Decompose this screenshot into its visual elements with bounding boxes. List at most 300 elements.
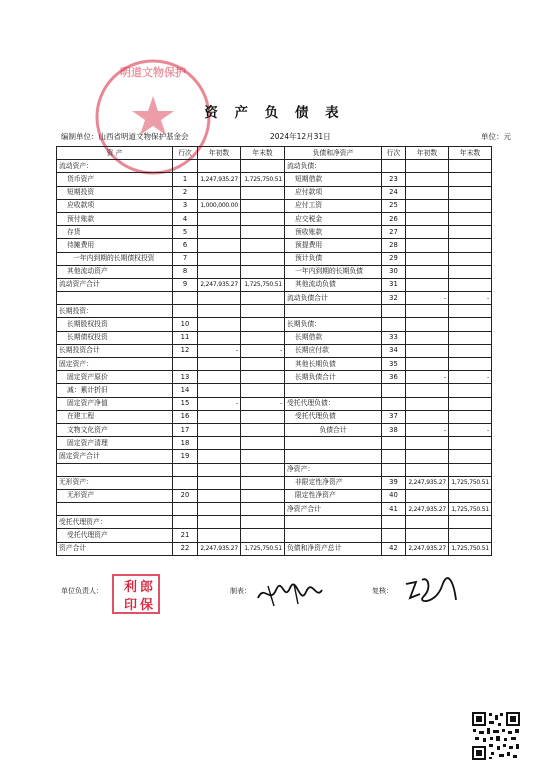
asset-end-cell [241, 331, 285, 344]
qr-code-icon [471, 711, 521, 761]
table-row [57, 226, 492, 239]
asset-name-cell: 无形资产： [57, 476, 173, 489]
asset-end-cell [241, 305, 285, 318]
asset-begin-cell [198, 186, 241, 199]
asset-name-cell: 长期投资： [57, 305, 173, 318]
asset-begin-cell: 2,247,935.27 [198, 278, 241, 291]
table-row [57, 437, 492, 450]
asset-name-cell: 应收款项 [57, 199, 173, 212]
asset-begin-cell: - [198, 397, 241, 410]
asset-begin-cell [198, 226, 241, 239]
asset-begin-cell [198, 160, 241, 173]
liab-name-cell: 预收账款 [285, 226, 382, 239]
asset-line-cell: 5 [173, 226, 198, 239]
liab-begin-cell: - [406, 423, 449, 436]
table-row [57, 344, 492, 357]
asset-end-cell [241, 450, 285, 463]
asset-line-cell: 1 [173, 173, 198, 186]
table-row [57, 529, 492, 542]
liab-begin-cell [406, 384, 449, 397]
asset-line-cell [173, 516, 198, 529]
liab-name-cell: 限定性净资产 [285, 489, 382, 502]
liab-line-cell [382, 160, 406, 173]
asset-name-cell: 其他流动资产 [57, 265, 173, 278]
liab-begin-cell [406, 160, 449, 173]
svg-text:明道文物保护: 明道文物保护 [120, 66, 186, 79]
liab-line-cell [382, 305, 406, 318]
asset-name-cell: 短期投资 [57, 186, 173, 199]
liab-line-cell [382, 437, 406, 450]
asset-line-cell: 3 [173, 199, 198, 212]
liab-line-cell: 34 [382, 344, 406, 357]
liab-line-cell: 39 [382, 476, 406, 489]
asset-name-cell: 长期股权投资 [57, 318, 173, 331]
table-row [57, 265, 492, 278]
liab-line-cell [382, 463, 406, 476]
liab-end-cell [449, 450, 492, 463]
liab-name-cell: 非限定性净资产 [285, 476, 382, 489]
asset-end-cell [241, 212, 285, 225]
liab-name-cell: 长期负债合计 [285, 371, 382, 384]
liab-line-cell: 37 [382, 410, 406, 423]
liab-name-cell: 预提费用 [285, 239, 382, 252]
liab-line-cell: 30 [382, 265, 406, 278]
asset-name-cell: 流动资产： [57, 160, 173, 173]
col-end2: 年末数 [449, 147, 492, 160]
table-row [57, 160, 492, 173]
liab-line-cell: 36 [382, 371, 406, 384]
liab-end-cell [449, 278, 492, 291]
asset-name-cell: 待摊费用 [57, 239, 173, 252]
asset-end-cell [241, 371, 285, 384]
asset-line-cell: 8 [173, 265, 198, 278]
liab-name-cell: 一年内到期的长期负债 [285, 265, 382, 278]
liab-end-cell [449, 358, 492, 371]
table-row [57, 463, 492, 476]
asset-end-cell [241, 160, 285, 173]
asset-line-cell: 6 [173, 239, 198, 252]
asset-name-cell: 固定资产原价 [57, 371, 173, 384]
asset-name-cell: 预付账款 [57, 212, 173, 225]
liab-end-cell: 1,725,750.51 [449, 503, 492, 516]
table-row [57, 384, 492, 397]
liab-begin-cell [406, 397, 449, 410]
asset-end-cell [241, 489, 285, 502]
footer-head: 单位负责人： [61, 587, 103, 595]
liab-end-cell [449, 437, 492, 450]
liab-begin-cell: 2,247,935.27 [406, 542, 449, 555]
liab-name-cell: 负债和净资产总计 [285, 542, 382, 555]
unit-info [61, 131, 189, 142]
asset-line-cell [173, 160, 198, 173]
asset-begin-cell [198, 384, 241, 397]
table-row [57, 516, 492, 529]
liab-name-cell: 长期应付款 [285, 344, 382, 357]
liab-begin-cell [406, 344, 449, 357]
liab-end-cell [449, 463, 492, 476]
liab-end-cell [449, 252, 492, 265]
asset-end-cell [241, 252, 285, 265]
table-row [57, 542, 492, 555]
asset-name-cell [57, 503, 173, 516]
asset-begin-cell [198, 318, 241, 331]
table-row [57, 318, 492, 331]
report-date: 2024年12月31日 [270, 132, 331, 141]
table-row [57, 199, 492, 212]
footer-reviewer: 复核： [372, 587, 393, 595]
liab-begin-cell [406, 278, 449, 291]
liab-end-cell [449, 173, 492, 186]
asset-name-cell: 一年内到期的长期债权投资 [57, 252, 173, 265]
asset-begin-cell [198, 410, 241, 423]
table-row [57, 292, 492, 305]
asset-line-cell: 20 [173, 489, 198, 502]
asset-end-cell [241, 384, 285, 397]
liab-begin-cell [406, 331, 449, 344]
liab-begin-cell [406, 173, 449, 186]
unit-label: 编制单位： [61, 132, 99, 141]
liab-end-cell [449, 239, 492, 252]
asset-name-cell: 固定资产： [57, 358, 173, 371]
asset-line-cell: 19 [173, 450, 198, 463]
table-row [57, 252, 492, 265]
liab-end-cell [449, 489, 492, 502]
asset-begin-cell [198, 450, 241, 463]
liab-line-cell: 33 [382, 331, 406, 344]
table-row [57, 476, 492, 489]
table-row [57, 489, 492, 502]
liab-line-cell [382, 384, 406, 397]
asset-end-cell: - [241, 344, 285, 357]
asset-line-cell: 16 [173, 410, 198, 423]
asset-name-cell: 长期投资合计 [57, 344, 173, 357]
liab-name-cell: 负债合计 [285, 423, 382, 436]
liab-name-cell: 其他流动负债 [285, 278, 382, 291]
table-row [57, 173, 492, 186]
asset-line-cell: 10 [173, 318, 198, 331]
asset-name-cell: 固定资产净值 [57, 397, 173, 410]
liab-begin-cell [406, 529, 449, 542]
liab-name-cell: 短期借款 [285, 173, 382, 186]
liab-end-cell [449, 331, 492, 344]
asset-line-cell: 15 [173, 397, 198, 410]
table-row [57, 358, 492, 371]
liab-line-cell: 31 [382, 278, 406, 291]
liab-end-cell: - [449, 423, 492, 436]
table-row [57, 278, 492, 291]
liab-line-cell: 24 [382, 186, 406, 199]
col-begin: 年初数 [198, 147, 241, 160]
liab-begin-cell: 2,247,935.27 [406, 503, 449, 516]
liab-line-cell: 40 [382, 489, 406, 502]
asset-end-cell [241, 529, 285, 542]
footer-maker: 制表： [230, 587, 251, 595]
asset-end-cell [241, 318, 285, 331]
asset-name-cell: 流动资产合计 [57, 278, 173, 291]
asset-name-cell: 长期债权投资 [57, 331, 173, 344]
liab-end-cell [449, 529, 492, 542]
liab-begin-cell [406, 199, 449, 212]
asset-begin-cell: - [198, 344, 241, 357]
liab-line-cell: 27 [382, 226, 406, 239]
liab-end-cell [449, 305, 492, 318]
asset-begin-cell [198, 371, 241, 384]
liab-line-cell: 38 [382, 423, 406, 436]
unit-name: 山西省明道文物保护基金会 [98, 132, 189, 141]
liab-end-cell [449, 226, 492, 239]
asset-name-cell: 货币资产 [57, 173, 173, 186]
asset-begin-cell [198, 529, 241, 542]
asset-name-cell: 资产合计 [57, 542, 173, 555]
asset-begin-cell [198, 252, 241, 265]
personal-stamp-icon [112, 574, 160, 614]
liab-end-cell [449, 397, 492, 410]
liab-end-cell [449, 212, 492, 225]
liab-name-cell: 净资产： [285, 463, 382, 476]
asset-begin-cell [198, 331, 241, 344]
asset-name-cell [57, 292, 173, 305]
asset-end-cell: - [241, 397, 285, 410]
asset-begin-cell [198, 503, 241, 516]
asset-name-cell: 受托代理资产： [57, 516, 173, 529]
svg-text:利: 利 [124, 580, 138, 595]
liab-begin-cell: 2,247,935.27 [406, 476, 449, 489]
liab-name-cell: 应交税金 [285, 212, 382, 225]
liab-name-cell: 预计负债 [285, 252, 382, 265]
svg-text:保: 保 [140, 598, 154, 613]
liab-name-cell: 应付工资 [285, 199, 382, 212]
liab-end-cell [449, 265, 492, 278]
table-header-row [57, 147, 492, 160]
liab-begin-cell: - [406, 371, 449, 384]
asset-name-cell: 无形资产 [57, 489, 173, 502]
asset-line-cell: 4 [173, 212, 198, 225]
asset-begin-cell [198, 489, 241, 502]
liab-line-cell: 25 [382, 199, 406, 212]
asset-name-cell: 固定资产合计 [57, 450, 173, 463]
liab-line-cell: 42 [382, 542, 406, 555]
asset-line-cell [173, 358, 198, 371]
asset-line-cell: 2 [173, 186, 198, 199]
table-row [57, 397, 492, 410]
liab-name-cell: 长期借款 [285, 331, 382, 344]
asset-name-cell: 文物文化资产 [57, 423, 173, 436]
table-row [57, 503, 492, 516]
col-asset: 资 产 [57, 147, 173, 160]
asset-end-cell [241, 358, 285, 371]
asset-name-cell: 受托代理资产 [57, 529, 173, 542]
liab-name-cell: 长期负债： [285, 318, 382, 331]
reviewer-signature-icon [402, 574, 460, 610]
asset-name-cell [57, 463, 173, 476]
liab-line-cell [382, 318, 406, 331]
asset-end-cell: 1,725,750.51 [241, 278, 285, 291]
asset-begin-cell [198, 476, 241, 489]
asset-begin-cell [198, 265, 241, 278]
asset-line-cell [173, 503, 198, 516]
currency-label: 单位： [481, 132, 504, 141]
liab-end-cell [449, 344, 492, 357]
asset-end-cell [241, 186, 285, 199]
asset-end-cell [241, 226, 285, 239]
liab-begin-cell [406, 463, 449, 476]
liab-end-cell [449, 384, 492, 397]
asset-line-cell: 12 [173, 344, 198, 357]
col-end: 年末数 [241, 147, 285, 160]
liab-begin-cell [406, 226, 449, 239]
liab-name-cell [285, 437, 382, 450]
liab-line-cell: 35 [382, 358, 406, 371]
table-row [57, 305, 492, 318]
asset-name-cell: 减：累计折旧 [57, 384, 173, 397]
liab-name-cell: 净资产合计 [285, 503, 382, 516]
asset-begin-cell [198, 463, 241, 476]
liab-end-cell [449, 160, 492, 173]
asset-end-cell [241, 437, 285, 450]
asset-end-cell [241, 503, 285, 516]
asset-begin-cell [198, 358, 241, 371]
liab-name-cell: 受托代理负债 [285, 410, 382, 423]
liab-end-cell [449, 186, 492, 199]
asset-begin-cell: 2,247,935.27 [198, 542, 241, 555]
asset-line-cell: 9 [173, 278, 198, 291]
table-row [57, 450, 492, 463]
liab-name-cell [285, 305, 382, 318]
liab-begin-cell [406, 318, 449, 331]
liab-end-cell: - [449, 371, 492, 384]
asset-begin-cell [198, 423, 241, 436]
liab-begin-cell [406, 252, 449, 265]
maker-signature-icon [254, 578, 326, 610]
liab-name-cell [285, 516, 382, 529]
col-begin2: 年初数 [406, 147, 449, 160]
asset-end-cell [241, 410, 285, 423]
table-row [57, 212, 492, 225]
asset-begin-cell [198, 305, 241, 318]
asset-end-cell [241, 265, 285, 278]
svg-text:印: 印 [124, 598, 138, 613]
currency-info [481, 131, 511, 142]
liab-begin-cell: - [406, 292, 449, 305]
liab-end-cell: - [449, 292, 492, 305]
liab-begin-cell [406, 450, 449, 463]
asset-line-cell: 13 [173, 371, 198, 384]
liab-line-cell [382, 529, 406, 542]
liab-begin-cell [406, 212, 449, 225]
table-row [57, 239, 492, 252]
asset-begin-cell: 1,000,000.00 [198, 199, 241, 212]
liab-line-cell [382, 516, 406, 529]
asset-line-cell [173, 476, 198, 489]
asset-end-cell [241, 292, 285, 305]
col-liability: 负债和净资产 [285, 147, 382, 160]
asset-name-cell: 在建工程 [57, 410, 173, 423]
asset-begin-cell [198, 437, 241, 450]
liab-name-cell [285, 450, 382, 463]
asset-begin-cell [198, 292, 241, 305]
liab-line-cell: 29 [382, 252, 406, 265]
liab-begin-cell [406, 516, 449, 529]
asset-line-cell: 21 [173, 529, 198, 542]
asset-line-cell [173, 305, 198, 318]
asset-line-cell: 7 [173, 252, 198, 265]
liab-line-cell: 41 [382, 503, 406, 516]
table-row [57, 410, 492, 423]
asset-line-cell: 18 [173, 437, 198, 450]
asset-end-cell: 1,725,750.51 [241, 542, 285, 555]
liab-line-cell [382, 397, 406, 410]
liab-line-cell [382, 450, 406, 463]
liab-name-cell [285, 384, 382, 397]
liab-begin-cell [406, 358, 449, 371]
liab-line-cell: 23 [382, 173, 406, 186]
liab-line-cell: 28 [382, 239, 406, 252]
liab-begin-cell [406, 239, 449, 252]
asset-end-cell [241, 423, 285, 436]
liab-begin-cell [406, 437, 449, 450]
asset-end-cell [241, 476, 285, 489]
liab-begin-cell [406, 410, 449, 423]
table-row [57, 331, 492, 344]
asset-end-cell [241, 239, 285, 252]
asset-begin-cell [198, 239, 241, 252]
asset-begin-cell [198, 212, 241, 225]
liab-name-cell: 应付款项 [285, 186, 382, 199]
asset-line-cell [173, 463, 198, 476]
asset-line-cell: 17 [173, 423, 198, 436]
liab-name-cell: 受托代理负债： [285, 397, 382, 410]
table-row [57, 186, 492, 199]
asset-end-cell: 1,725,750.51 [241, 173, 285, 186]
col-line2: 行次 [382, 147, 406, 160]
asset-line-cell: 22 [173, 542, 198, 555]
liab-line-cell: 32 [382, 292, 406, 305]
liab-end-cell: 1,725,750.51 [449, 476, 492, 489]
col-line: 行次 [173, 147, 198, 160]
asset-line-cell: 11 [173, 331, 198, 344]
liab-begin-cell [406, 186, 449, 199]
asset-end-cell [241, 516, 285, 529]
liab-name-cell: 流动负债合计 [285, 292, 382, 305]
liab-line-cell: 26 [382, 212, 406, 225]
liab-begin-cell [406, 265, 449, 278]
liab-name-cell: 其他长期负债 [285, 358, 382, 371]
liab-end-cell [449, 318, 492, 331]
liab-end-cell [449, 410, 492, 423]
liab-name-cell [285, 529, 382, 542]
asset-end-cell [241, 199, 285, 212]
page-title: 资 产 负 债 表 [204, 105, 345, 121]
svg-text:郎: 郎 [140, 580, 154, 595]
asset-line-cell [173, 292, 198, 305]
table-row [57, 423, 492, 436]
balance-sheet-table [56, 146, 492, 556]
asset-line-cell: 14 [173, 384, 198, 397]
liab-name-cell: 流动负债： [285, 160, 382, 173]
table-row [57, 371, 492, 384]
asset-name-cell: 固定资产清理 [57, 437, 173, 450]
asset-end-cell [241, 463, 285, 476]
currency-value: 元 [503, 132, 511, 141]
liab-begin-cell [406, 489, 449, 502]
liab-begin-cell [406, 305, 449, 318]
asset-begin-cell: 1,247,935.27 [198, 173, 241, 186]
asset-name-cell: 存货 [57, 226, 173, 239]
liab-end-cell: 1,725,750.51 [449, 542, 492, 555]
liab-end-cell [449, 199, 492, 212]
asset-begin-cell [198, 516, 241, 529]
liab-end-cell [449, 516, 492, 529]
